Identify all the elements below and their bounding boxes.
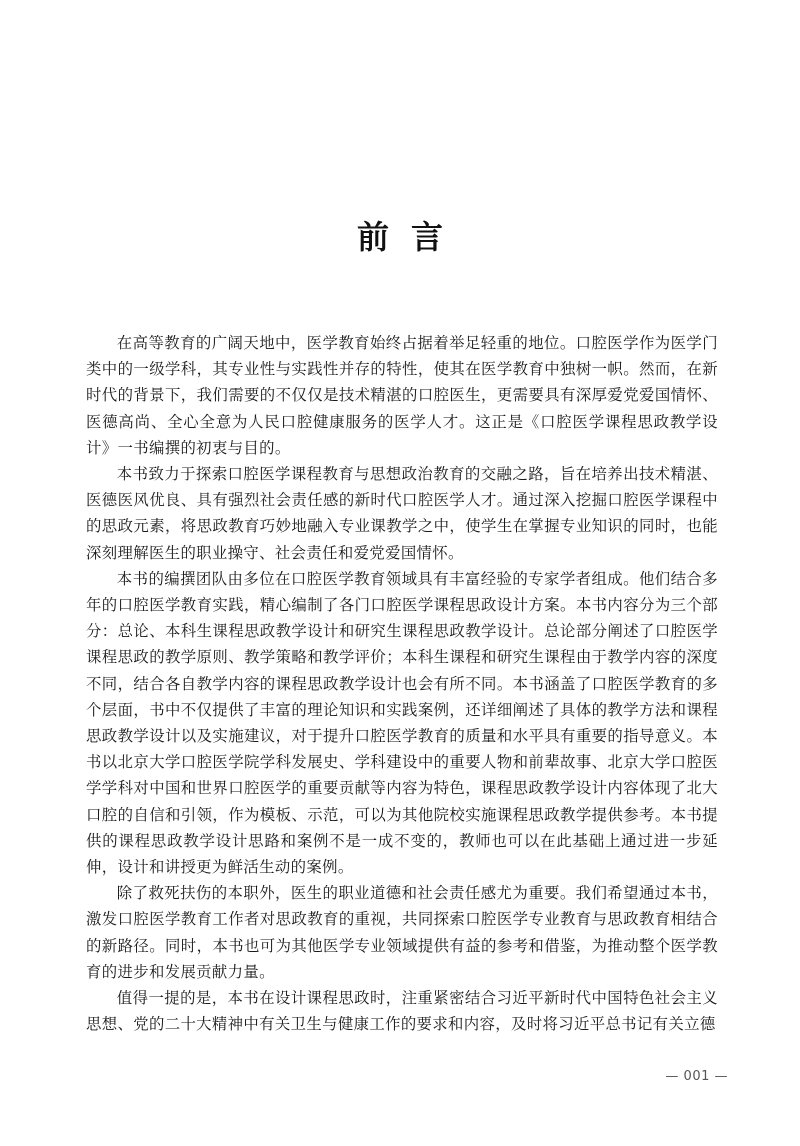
page-title: 前言 [356,218,465,257]
paragraph-3: 本书的编撰团队由多位在口腔医学教育领域具有丰富经验的专家学者组成。他们结合多年的口腔医学教育实践，精心编制了各门口腔医学课程思政设计方案。本书内容分为三个部分：总论、本科生课程思政教学设计和研究生课程思政教学设计。总论部分阐述了口腔医学课程思政的教学原则、教学策略和教学评价；本科生课程和研究生课程由于教学内容的深度不同，结合各自教学内容的课程思政教学设计也会有所不同。本书涵盖了口腔医学教育的多个层面，书中不仅提供了丰富的理论知识和实践案例，还详细阐述了具体的教学方法和课程思政教学设计以及实施建议，对于提升口腔医学教育的质量和水平具有重要的指导意义。本书以北京大学口腔医学院学科发展史、学科建设中的重要人物和前辈故事、北京大学口腔医学学科对中国和世界口腔医学的重要贡献等内容为特色，课程思政教学设计内容体现了北大口腔的自信和引领，作为模板、示范，可以为其他院校实施课程思政教学提供参考。本书提供的课程思政教学设计思路和案例不是一成不变的，教师也可以在此基础上通过进一步延伸，设计和讲授更为鲜活生动的案例。 [86,569,718,877]
body-text [86,330,718,1037]
page-number: — 001 — [665,1069,728,1084]
paragraph-1: 在高等教育的广阔天地中，医学教育始终占据着举足轻重的地位。口腔医学作为医学门类中的一级学科，其专业性与实践性并存的特性，使其在医学教育中独树一帜。然而，在新时代的背景下，我们需要的不仅仅是技术精湛的口腔医生，更需要具有深厚爱党爱国情怀、医德高尚、全心全意为人民口腔健康服务的医学人才。这正是《口腔医学课程思政教学设计》一书编撰的初衷与目的。 [86,334,718,457]
paragraph-2: 本书致力于探索口腔医学课程教育与思想政治教育的交融之路，旨在培养出技术精湛、医德医风优良、具有强烈社会责任感的新时代口腔医学人才。通过深入挖掘口腔医学课程中的思政元素，将思政教育巧妙地融入专业课教学之中，使学生在掌握专业知识的同时，也能深刻理解医生的职业操守、社会责任和爱党爱国情怀。 [86,465,718,562]
paragraph-4: 除了救死扶伤的本职外，医生的职业道德和社会责任感尤为重要。我们希望通过本书，激发口腔医学教育工作者对思政教育的重视，共同探索口腔医学专业教育与思政教育相结合的新路径。同时，本书也可为其他医学专业领域提供有益的参考和借鉴，为推动整个医学教育的进步和发展贡献力量。 [86,884,718,981]
paragraph-5: 值得一提的是，本书在设计课程思政时，注重紧密结合习近平新时代中国特色社会主义思想、党的二十大精神中有关卫生与健康工作的要求和内容，及时将习近平总书记有关立德 [86,989,718,1034]
